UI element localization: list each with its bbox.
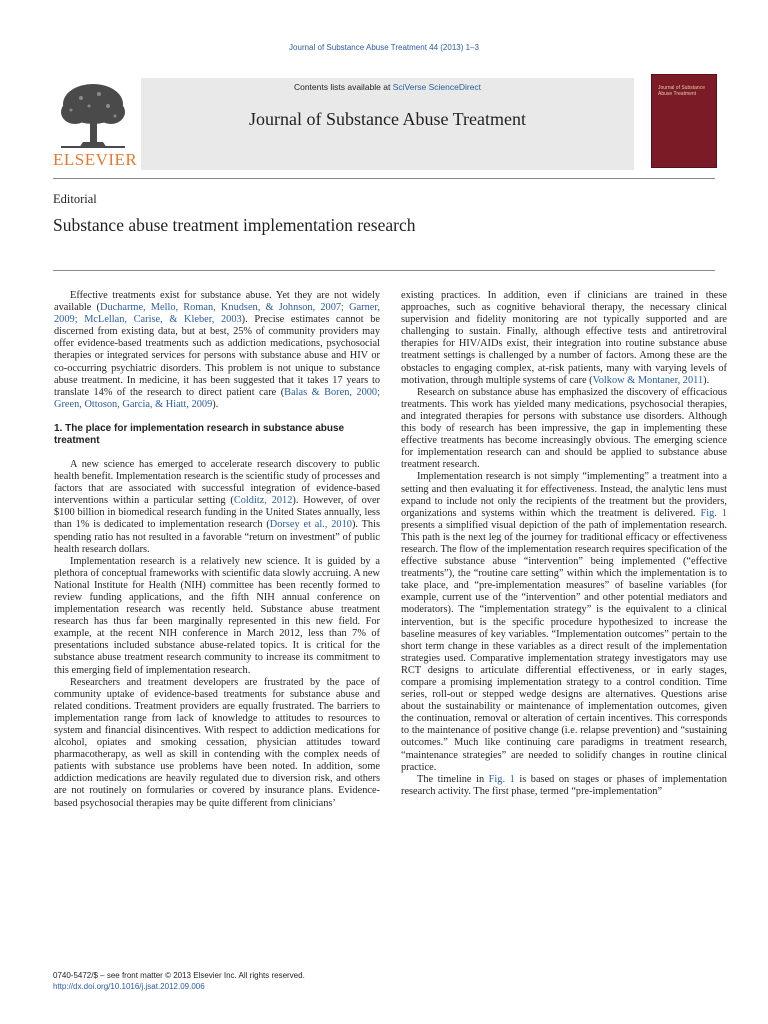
paragraph: existing practices. In addition, even if clinicians are trained in these approaches, such as cognitive behavioral therapy, the necessary clinical supervision and fidelity monitoring are not typically supported and are challenging to sustain. Finally, although effective tests and antiretroviral therapies for HIV/AIDs exist, their integration into routine substance abuse treatment settings is challenged by a number of factors. Among these are the obstacles to engaging complex, at-risk patients, many with varying levels of motivation, through multiple systems of care (Volkow & Montaner, 2011).	[401, 290, 727, 386]
paragraph: Effective treatments exist for substance abuse. Yet they are not widely available (Ducharme, Mello, Roman, Knudsen, & Johnson, 2007; Garner, 2009; McLellan, Carise, & Kleber, 2003). Precise estimates cannot be discerned from existing data, but at best, 25% of community providers may offer evidence-based treatments such as addiction medications, psychosocial therapies or integrated services for persons with substance abuse and HIV or co-occurring psychiatric disorders. This problem is not unique to substance abuse treatment. In medicine, it has been suggested that it takes 17 years to translate 14% of the research to direct patient care (Balas & Boren, 2000; Green, Ottoson, Garcia, & Hiatt, 2009).	[54, 290, 380, 410]
cover-title: Journal of Substance Abuse Treatment	[658, 85, 705, 97]
issn-copyright: 0740-5472/$ – see front matter © 2013 Elsevier Inc. All rights reserved.	[53, 971, 305, 980]
journal-citation[interactable]: Journal of Substance Abuse Treatment 44 (2013) 1–3	[289, 43, 479, 52]
reference-link[interactable]: Dorsey et al., 2010	[269, 519, 352, 531]
reference-link[interactable]: Balas & Boren, 2000; Green, Ottoson, Garcia, & Hiatt, 2009	[54, 386, 380, 410]
contents-available-line	[141, 82, 634, 92]
article-section-label: Editorial	[53, 192, 97, 206]
journal-cover-thumbnail[interactable]	[651, 74, 717, 168]
doi-link[interactable]: http://dx.doi.org/10.1016/j.jsat.2012.09.006	[53, 982, 205, 991]
article-title: Substance abuse treatment implementation research	[53, 215, 416, 235]
footer	[53, 970, 305, 992]
paragraph: Implementation research is a relatively new science. It is guided by a plethora of conceptual frameworks with scientific data slowly accruing. A new National Institute for Health (NIH) committee has been recently formed to review funding applications, and the fifth NIH annual conference on implementation research was recently held. Substance abuse treatment research has thus far been marginally represented in this new field. For example, at the recent NIH conference in March 2012, less than 7% of presentations included substance abuse-related topics. It is critical for the substance abuse treatment research community to increase its commitment to this emerging field of implementation research.	[54, 555, 380, 676]
paragraph: A new science has emerged to accelerate research discovery to public health benefit. Implementation research is the scientific study of processes and factors that are associated with successful integration of evidence-based interventions within a particular setting (Colditz, 2012). However, of over $100 billion in biomedical research funding in the United States annually, less than 1% is dedicated to implementation research (Dorsey et al., 2010). This spending ratio has not resulted in a favorable “return on investment” of public health research dollars.	[54, 458, 380, 555]
paragraph: Research on substance abuse has emphasized the discovery of efficacious treatments. This work has yielded many medications, psychosocial therapies, and integrated therapies for persons with substance use disorders. Although this body of research has been impressive, the gap in implementing these effective treatments has become increasingly obvious. The emerging science for implementation research can and should be applied to substance abuse treatment research.	[401, 386, 727, 471]
header-divider	[53, 178, 715, 179]
paragraph: Researchers and treatment developers are frustrated by the pace of community uptake of evidence-based treatments for substance abuse and related conditions. Treatment providers are equally frustrated. The barriers to implementation range from lack of knowledge to attitudes to resources to system and financial disincentives. With respect to addiction medications for alcohol, opiates and smoking cessation, physician attitudes toward pharmacotherapy, as well as skill in contending with the complex needs of patients with substance use problems have been noted. In addition, some addiction medications are heavily regulated due to diversion risk, and others are not routinely on formularies or covered by insurance plans. Evidence-based psychosocial therapies may be quite different from clinicians’	[54, 676, 380, 809]
reference-link[interactable]: Ducharme, Mello, Roman, Knudsen, & Johnson, 2007; Garner, 2009; McLellan, Carise, & Kleber, 2003	[54, 302, 380, 326]
journal-name[interactable]: Journal of Substance Abuse Treatment	[249, 109, 526, 129]
paragraph: Implementation research is not simply “implementing” a treatment into a setting and then evaluating it for effectiveness. Instead, the analytic lens must expand to include not only the recipients of the treatment but the providers, organizations and systems within which the treatment is delivered. Fig. 1 presents a simplified visual depiction of the path of implementation research. This path is the next leg of the journey for traditional efficacy or effectiveness research. The flow of the implementation research requires specification of the effective substance abuse “intervention” being implemented (“effective treatments”), the “routine care setting” within which the implementation is to take place, and “pre-implementation measures” of baseline variables (for example, current use of the “intervention” and other potential mediators and moderators). The “implementation strategy” is the equivalent to a clinical intervention, but is the specific procedure hypothesized to increase the baseline measures of key variables. “Implementation outcomes” pertain to the short term change in these variables as a direct result of the implementation strategies used. Comparative implementation strategy investigators may use RCT designs to articulate differential effectiveness, or in early stages, compare a promising implementation strategy to a control condition. Time series, roll-out or stepped wedge designs are alternatives. Questions arise about the sustainability or maintenance of implementation outcomes, given the continuation, removal or alteration of certain incentives. This corresponds to the maintenance of positive change (i.e. relapse prevention) and “sustaining outcomes.” Much like continuing care paradigms in treatment research, “maintenance strategies” are needed to solidify changes in routine clinical practice.	[401, 471, 727, 773]
figure-link[interactable]: Fig. 1	[700, 507, 727, 519]
paragraph: The timeline in Fig. 1 is based on stages or phases of implementation research activity. The first phase, termed “pre-implementation”	[401, 773, 727, 797]
left-column	[54, 290, 380, 810]
contents-prefix: Contents lists available at	[293, 82, 393, 92]
title-divider	[53, 270, 715, 271]
figure-link[interactable]: Fig. 1	[488, 773, 515, 785]
sciencedirect-link[interactable]: SciVerse ScienceDirect	[392, 82, 482, 92]
right-column	[401, 290, 727, 798]
reference-link[interactable]: Colditz, 2012	[233, 495, 293, 507]
elsevier-wordmark[interactable]: ELSEVIER	[53, 150, 138, 169]
section-heading: 1. The place for implementation research in substance abuse treatment	[54, 422, 345, 446]
reference-link[interactable]: Volkow & Montaner, 2011	[592, 374, 704, 386]
